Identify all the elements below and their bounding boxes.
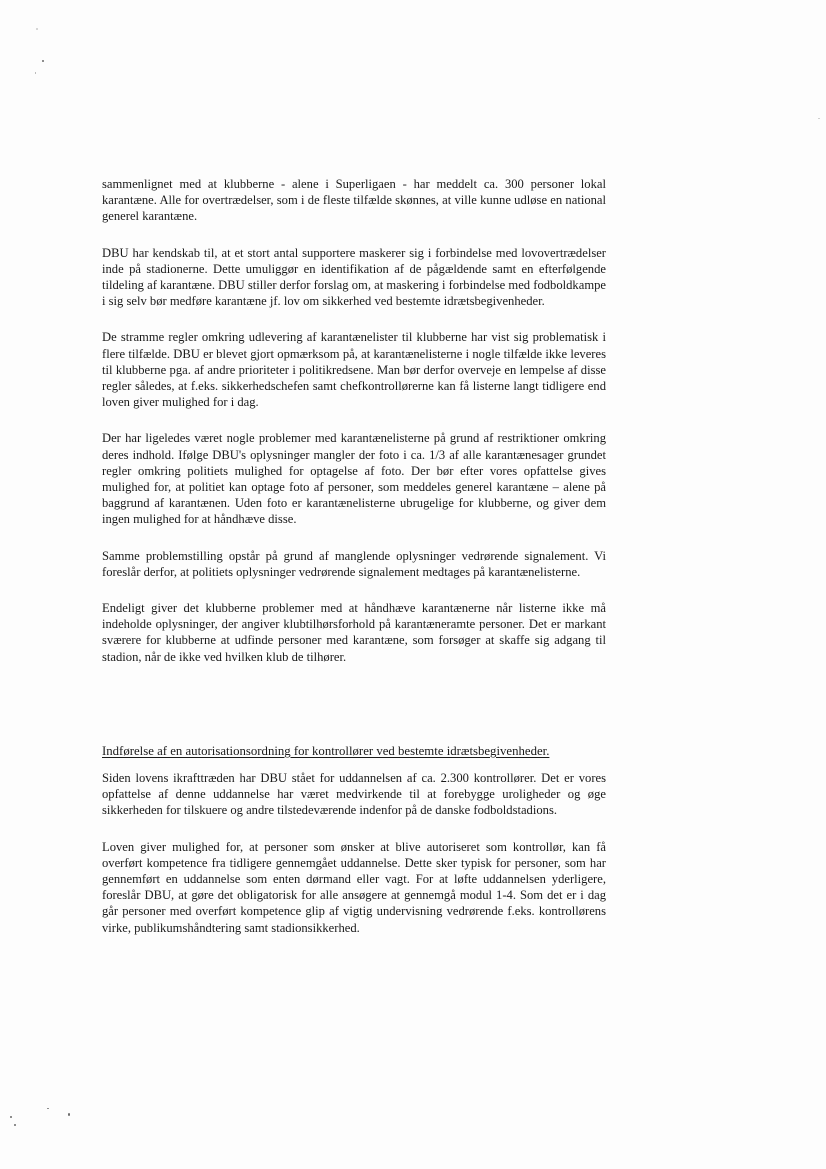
scan-speck [35,72,36,74]
scan-speck [42,60,44,62]
paragraph: Loven giver mulighed for, at personer som ønsker at blive autoriseret som kontrollør, kan få overført kompetence fra tidligere gennemgået uddannelse. Dette sker typisk for personer, som har gennemført en uddannelse som enten dørmand eller vagt. For at løfte uddannelsen yderligere, foreslår DBU, at gøre det obligatorisk for alle ansøgere at gennemgå modul 1-4. Som det er i dag går personer med overført kompetence glip af vigtig undervisning vedrørende f.eks. kontrollørens virke, publikumshåndtering samt stadionsikkerhed. [102,839,606,935]
scan-speck [47,1108,49,1109]
paragraph: Endeligt giver det klubberne problemer med at håndhæve karantænerne når listerne ikke må indeholde oplysninger, der angiver klubtilhørsforhold på karantæneramte personer. Det er markant sværere for klubberne at udfinde personer med karantæne, som forsøger at skaffe sig adgang til stadion, når de ikke ved hvilken klub de tilhører. [102,601,606,664]
paragraph: Siden lovens ikrafttræden har DBU stået for uddannelsen af ca. 2.300 kontrollører. Det er vores opfattelse af denne uddannelse har været medvirkende til at forebygge uroligheder og øge sikkerheden for tilskuere og andre tilstedeværende indenfor på de danske fodboldstadions. [102,771,606,818]
scan-speck [14,1124,16,1126]
paragraph: sammenlignet med at klubberne - alene i Superligaen - har meddelt ca. 300 personer lokal karantæne. Alle for overtrædelser, som i de fleste tilfælde skønnes, at ville kunne udløse en national generel karantæne. [102,177,606,224]
scan-speck [36,28,38,30]
section-quarantine [102,176,606,685]
paragraph: De stramme regler omkring udlevering af karantænelister til klubberne har vist sig problematisk i flere tilfælde. DBU er blevet gjort opmærksom på, at karantænelisterne i nogle tilfælde ikke leveres til klubberne pga. af andre prioriteter i politikredsene. Man bør derfor overveje en lempelse af disse regler således, at f.eks. sikkerhedschefen samt chefkontrollørerne kan få listerne langt tidligere end loven giver mulighed for i dag. [102,330,606,410]
paragraph: Der har ligeledes været nogle problemer med karantænelisterne på grund af restriktioner omkring deres indhold. Ifølge DBU's oplysninger mangler der foto i ca. 1/3 af alle karantænesager grundet regler omkring politiets mulighed for optagelse af foto. Der bør efter vores opfattelse gives mulighed for, at politiet kan optage foto af personer, som meddeles generel karantæne – alene på baggrund af karantænen. Uden foto er karantænelisterne ubrugelige for klubberne, og giver dem ingen mulighed for at håndhæve disse. [102,431,606,527]
scan-speck [818,118,820,119]
paragraph: Samme problemstilling opstår på grund af manglende oplysninger vedrørende signalement. Vi foreslår derfor, at politiets oplysninger vedrørende signalement medtages på karantænelisterne. [102,548,606,579]
section-heading: Indførelse af en autorisationsordning for kontrollører ved bestemte idrætsbegivenheder. [102,744,550,758]
section-authorisation [102,744,606,956]
scan-speck [10,1116,12,1118]
paragraph: DBU har kendskab til, at et stort antal supportere maskerer sig i forbindelse med lovovertrædelser inde på stadionerne. Dette umuliggør en identifikation af de pågældende samt en efterfølgende tildeling af karantæne. DBU stiller derfor forslag om, at maskering i forbindelse med fodboldkampe i sig selv bør medføre karantæne jf. lov om sikkerhed ved bestemte idrætsbegivenheder. [102,245,606,309]
scan-speck [68,1113,70,1116]
